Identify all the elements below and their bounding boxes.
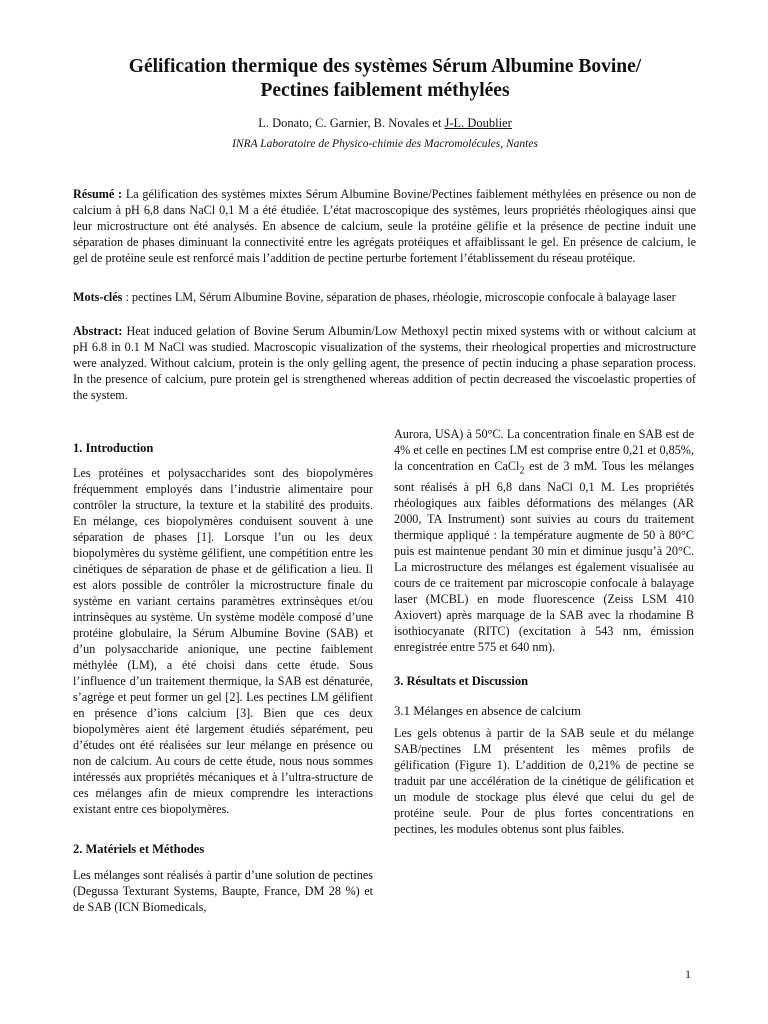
section-3-1-text: Les gels obtenus à partir de la SAB seule et du mélange SAB/pectines LM présentent les mêmes profils de gélification (Figure 1). L’addition de 0,21% de pectine se traduit par une accélération de la cinétique de gélification et un module de stockage plus élevé que celui du gel de protéine seule. Pour de plus fortes concentrations en pectines, les modules obtenus sont plus faibles. xyxy=(394,726,694,837)
section-2-text-right-b: est de 3 mM. Tous les mélanges sont réalisés à pH 6,8 dans NaCl 0,1 M. Les propriétés rhéologiques aux faibles déformations des mélanges (AR 2000, TA Instrument) sont suivies au cours du traitement thermique appliqué : la température augmente de 50 à 80°C puis est maintenue pendant 30 min et diminue jusqu’à 20°C. La microstructure des mélanges est également visualisée au cours de ce traitement par microscopie confocale à balayage laser (MCBL) en mode fluorescence (Zeiss LSM 410 Axiovert) après marquage de la SAB avec la rhodamine B isothiocyanate (RITC) (excitation à 543 nm, émission enregistrée entre 575 et 640 nm). xyxy=(394,459,694,655)
authors-names: L. Donato, C. Garnier, B. Novales et xyxy=(258,116,445,130)
title-line-2: Pectines faiblement méthylées xyxy=(260,80,510,101)
section-3-heading: 3. Résultats et Discussion xyxy=(394,674,529,689)
section-2-text-right-a: Aurora, USA) à 50°C. La concentration finale en SAB est de 4% et celle en pectines LM est comprise entre 0,21 et 0,85%, la concentration en CaCl xyxy=(394,427,694,473)
left-column xyxy=(73,426,373,915)
resume-paragraph xyxy=(73,186,696,266)
keywords-paragraph xyxy=(73,289,696,305)
section-1-text: Les protéines et polysaccharides sont des biopolymères fréquemment employés dans l’industrie alimentaire pour contrôler la structure, la texture et la stabilité des produits. En mélange, ces biopolymères conduisent souvent à une séparation de phases [1]. Lorsque l’un ou les deux biopolymères du système gélifient, une compétition entre les cinétiques de séparation de phase et de gélification a lieu. Il est alors possible de contrôler la microstructure finale du système en variant certains paramètres extrinsèques et/ou intrinsèques au système. Un système modèle composé d’une protéine globulaire, la Sérum Albumine Bovine (SAB) et d’un polysaccharide anionique, une pectine faiblement méthylée (LM), a été choisi dans cette étude. Sous l’influence d’un traitement thermique, la SAB est dénaturée, s’agrège et peut former un gel [2]. Les pectines LM gélifient en présence d’ions calcium [3]. Bien que ces deux biopolymères aient été largement étudiés séparément, peu d’études ont été réalisées sur leur mélange en présence ou non de calcium. Au cours de cette étude, nous nous sommes intéressés aux propriétés mécaniques et à l’ultra-structure de ces mélanges afin de mieux comprendre les interactions existant entre ces biopolymères. xyxy=(73,466,373,816)
section-3-1-subheading: 3.1 Mélanges en absence de calcium xyxy=(394,704,581,719)
right-column xyxy=(394,426,694,837)
paper-title xyxy=(60,55,710,103)
page-number: 1 xyxy=(685,967,691,981)
resume-label: Résumé : xyxy=(73,187,123,201)
section-1-heading: 1. Introduction xyxy=(73,441,154,455)
corresponding-author: J-L. Doublier xyxy=(444,116,512,130)
abstract-text: Heat induced gelation of Bovine Serum Albumin/Low Methoxyl pectin mixed systems with or without calcium at pH 6.8 in 0.1 M NaCl was studied. Macroscopic visualization of the systems, their rheological properties and microstructure were analyzed. Without calcium, protein is the only gelling agent, the presence of pectin inducing a phase separation process. In the presence of calcium, pure protein gel is strengthened whereas addition of pectin decreased the viscoelastic properties of the system. xyxy=(73,324,696,402)
section-2-text-left: Les mélanges sont réalisés à partir d’une solution de pectines (Degussa Texturant Systems, Baupte, France, DM 28 %) et de SAB (ICN Biomedicals, xyxy=(73,868,373,914)
abstract-label: Abstract: xyxy=(73,324,123,338)
keywords-label: Mots-clés xyxy=(73,290,123,304)
cacl2-subscript: 2 xyxy=(519,465,525,477)
resume-text: La gélification des systèmes mixtes Sérum Albumine Bovine/Pectines faiblement méthylées en présence ou non de calcium à pH 6,8 dans NaCl 0,1 M a été étudiée. L’état macroscopique des systèmes, leurs propriétés rhéologiques ainsi que leur microstructure ont été analysés. En absence de calcium, seule la protéine gélifie et la présence de pectine induit une séparation de phases diminuant la connectivité entre les agrégats protéiques et affaiblissant le gel. En présence de calcium, le gel de protéine seule est renforcé mais l’addition de pectine perturbe fortement l’établissement du réseau protéique. xyxy=(73,187,696,265)
section-2-heading: 2. Matériels et Méthodes xyxy=(73,842,205,856)
title-line-1: Gélification thermique des systèmes Sérum Albumine Bovine/ xyxy=(128,56,642,77)
keywords-text: : pectines LM, Sérum Albumine Bovine, séparation de phases, rhéologie, microscopie confocale à balayage laser xyxy=(122,290,676,304)
author-list xyxy=(60,116,710,131)
affiliation: INRA Laboratoire de Physico-chimie des Macromolécules, Nantes xyxy=(232,138,538,150)
abstract-paragraph xyxy=(73,323,696,403)
section-2-text-right xyxy=(394,426,694,655)
